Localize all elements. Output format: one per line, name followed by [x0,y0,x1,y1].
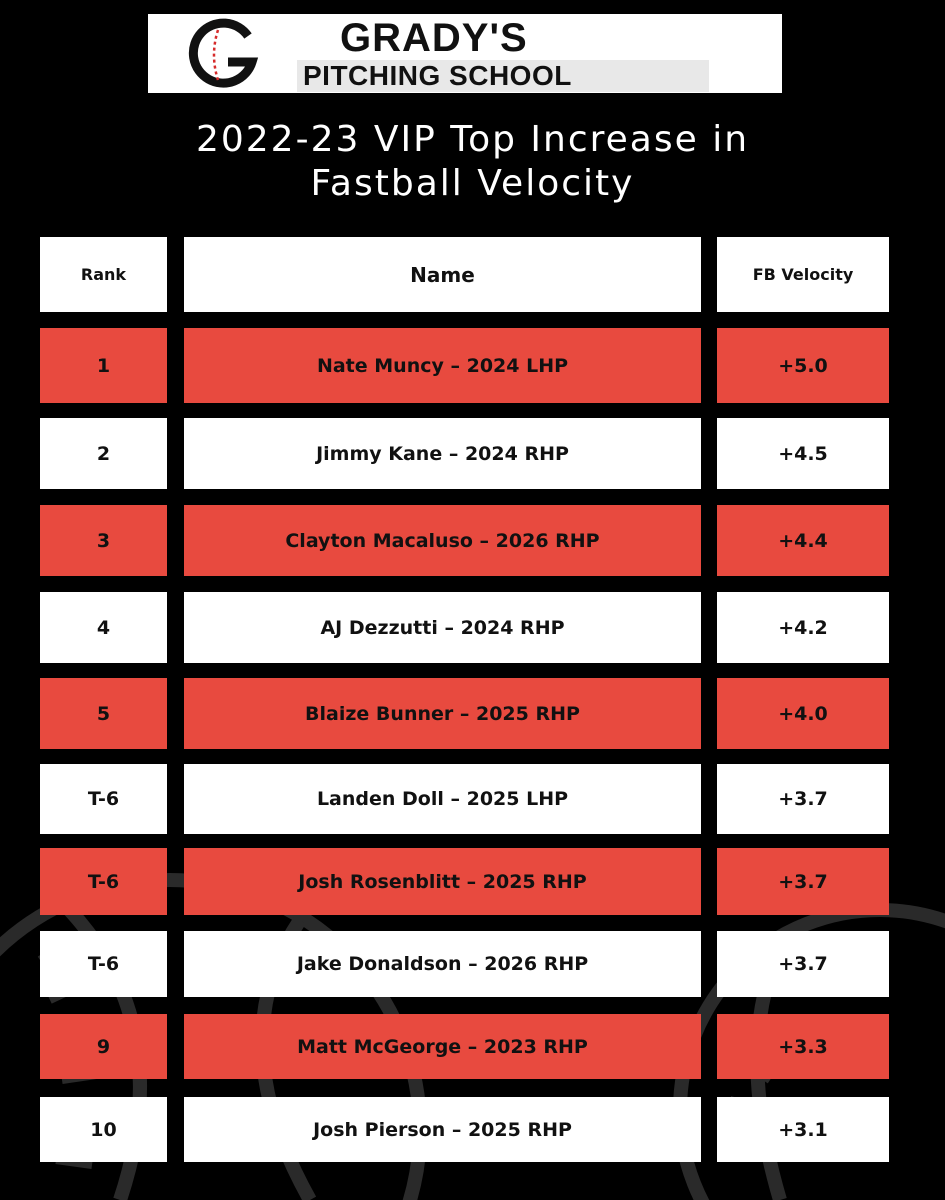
title-line-1: 2022-23 VIP Top Increase in [195,119,750,160]
header-name: Name [184,237,701,312]
velocity-cell: +3.1 [717,1097,889,1162]
rank-cell: 3 [40,505,167,576]
baseball-g-logo-icon [188,18,262,92]
velocity-cell: +3.7 [717,848,889,915]
velocity-cell: +4.0 [717,678,889,749]
player-name-cell: Nate Muncy – 2024 LHP [184,328,701,403]
rank-cell: 4 [40,592,167,663]
player-name-cell: Clayton Macaluso – 2026 RHP [184,505,701,576]
rank-cell: T-6 [40,931,167,997]
rank-cell: T-6 [40,848,167,915]
header-rank: Rank [40,237,167,312]
velocity-cell: +4.2 [717,592,889,663]
page-title [0,118,945,206]
rank-cell: 10 [40,1097,167,1162]
velocity-cell: +5.0 [717,328,889,403]
velocity-cell: +4.4 [717,505,889,576]
logo-banner [148,14,782,93]
player-name-cell: AJ Dezzutti – 2024 RHP [184,592,701,663]
rank-cell: T-6 [40,764,167,834]
rank-cell: 9 [40,1014,167,1079]
velocity-cell: +4.5 [717,418,889,489]
rank-cell: 1 [40,328,167,403]
title-line-2: Fastball Velocity [310,163,635,204]
brand-subtitle: PITCHING SCHOOL [297,60,709,92]
velocity-cell: +3.7 [717,764,889,834]
rank-cell: 2 [40,418,167,489]
player-name-cell: Josh Pierson – 2025 RHP [184,1097,701,1162]
velocity-cell: +3.3 [717,1014,889,1079]
player-name-cell: Jimmy Kane – 2024 RHP [184,418,701,489]
player-name-cell: Matt McGeorge – 2023 RHP [184,1014,701,1079]
player-name-cell: Josh Rosenblitt – 2025 RHP [184,848,701,915]
header-velocity: FB Velocity [717,237,889,312]
player-name-cell: Blaize Bunner – 2025 RHP [184,678,701,749]
velocity-cell: +3.7 [717,931,889,997]
player-name-cell: Jake Donaldson – 2026 RHP [184,931,701,997]
rank-cell: 5 [40,678,167,749]
player-name-cell: Landen Doll – 2025 LHP [184,764,701,834]
brand-name: GRADY'S [340,16,528,60]
